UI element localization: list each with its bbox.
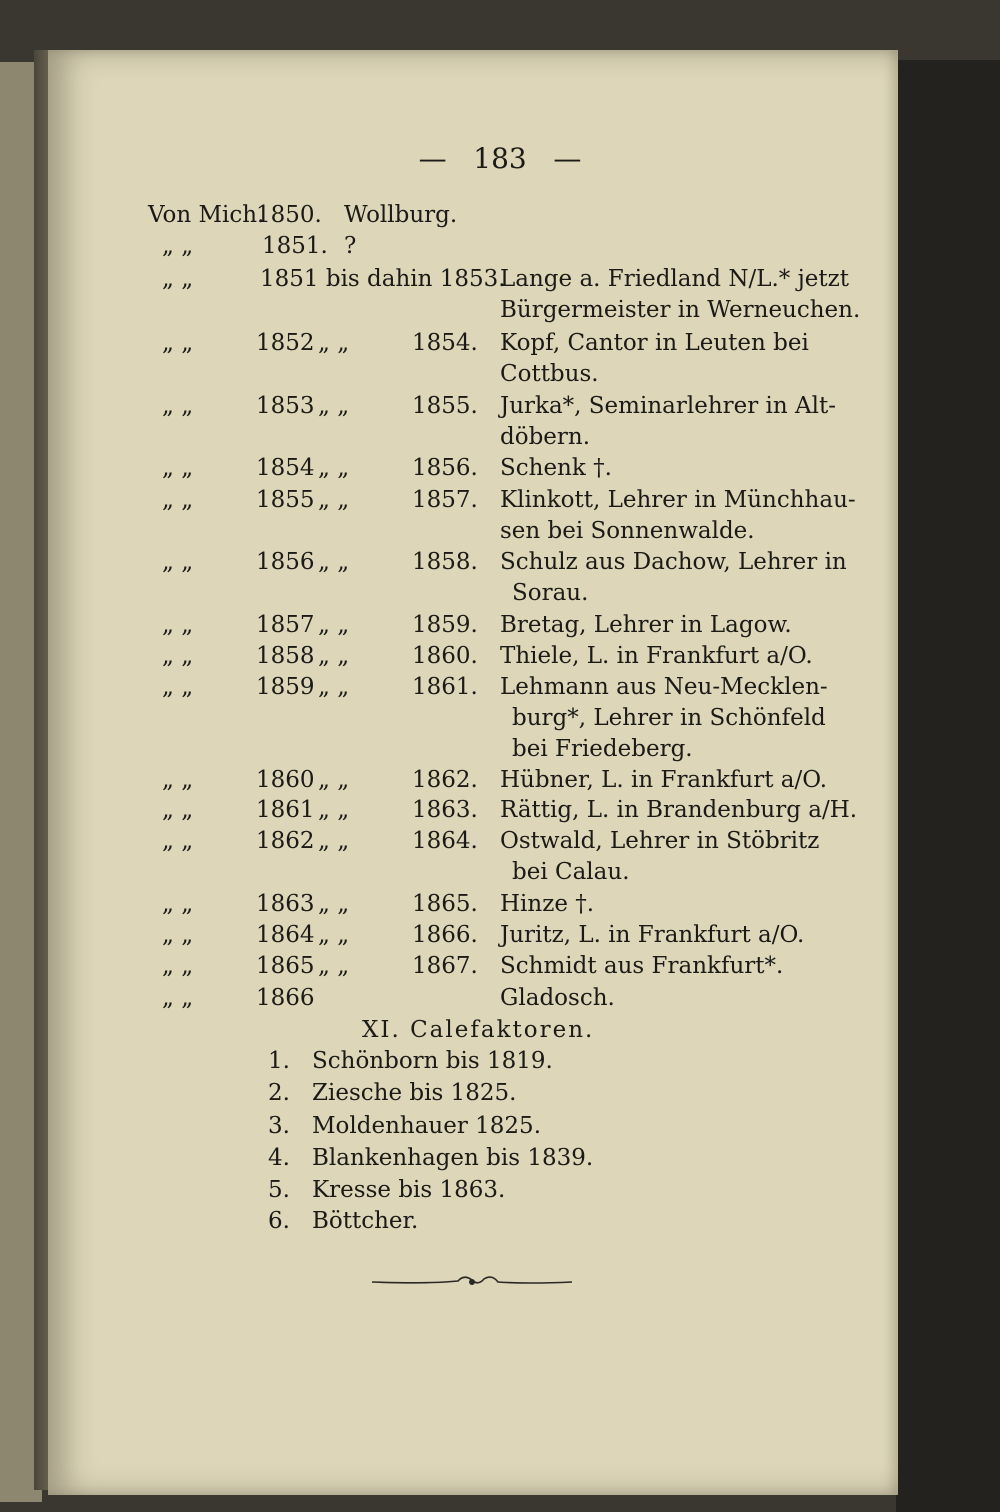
entry-year-from: 1860 <box>256 767 315 793</box>
entry-row-continuation <box>0 297 1000 327</box>
entry-row-continuation <box>0 736 1000 766</box>
entry-year-to: 1862. <box>412 767 478 793</box>
entry-row <box>0 797 1000 827</box>
dash-left: — <box>418 142 447 175</box>
entry-row <box>0 266 1000 296</box>
entry-ditto: „ „ <box>162 549 194 575</box>
list-number: 2. <box>268 1080 290 1106</box>
entry-year-from: 1856 <box>256 549 315 575</box>
entry-row <box>0 643 1000 673</box>
entry-year-to: 1859. <box>412 612 478 638</box>
entry-ditto-to: „ „ <box>318 549 350 575</box>
entry-ditto: „ „ <box>162 797 194 823</box>
entry-row-continuation <box>0 424 1000 454</box>
entry-row <box>0 922 1000 952</box>
entry-row <box>0 330 1000 360</box>
entry-year-to: 1863. <box>412 797 478 823</box>
entry-ditto: „ „ <box>162 233 194 259</box>
list-number: 1. <box>268 1048 290 1074</box>
entry-row <box>0 202 1000 232</box>
entry-row-continuation <box>0 705 1000 735</box>
entry-name: Klinkott, Lehrer in Münchhau- <box>500 487 856 513</box>
entry-ditto-to: „ „ <box>318 643 350 669</box>
entry-ditto-to: „ „ <box>318 455 350 481</box>
entry-ditto: „ „ <box>162 643 194 669</box>
entry-year-from: 1854 <box>256 455 315 481</box>
entry-name: Lange a. Friedland N/L.* jetzt <box>500 266 849 292</box>
list-item <box>268 1113 541 1139</box>
list-number: 3. <box>268 1113 290 1139</box>
list-text: Blankenhagen bis 1839. <box>312 1145 594 1171</box>
entry-year-to: 1864. <box>412 828 478 854</box>
entry-row <box>0 953 1000 983</box>
entry-year-from: 1864 <box>256 922 315 948</box>
section-title: XI. Calefaktoren. <box>362 1017 595 1043</box>
entry-row-continuation <box>0 580 1000 610</box>
entry-year-from: 1862 <box>256 828 315 854</box>
entry-ditto-to: „ „ <box>318 674 350 700</box>
entry-ditto: „ „ <box>162 455 194 481</box>
entry-name: Hübner, L. in Frankfurt a/O. <box>500 767 828 793</box>
entry-year-from: 1857 <box>256 612 315 638</box>
entry-name-continued: Sorau. <box>512 580 589 606</box>
entry-row <box>0 674 1000 704</box>
list-item <box>268 1048 553 1074</box>
entry-ditto: „ „ <box>162 767 194 793</box>
entry-ditto-to: „ „ <box>318 922 350 948</box>
entry-name: Juritz, L. in Frankfurt a/O. <box>500 922 805 948</box>
entry-ditto: „ „ <box>162 393 194 419</box>
entry-name-continued: Bürgermeister in Werneuchen. <box>500 297 861 323</box>
entry-name: Wollburg. <box>344 202 458 228</box>
list-number: 4. <box>268 1145 290 1171</box>
list-number: 5. <box>268 1177 290 1203</box>
entry-name: Jurka*, Seminarlehrer in Alt- <box>500 393 837 419</box>
entry-ditto: „ „ <box>162 487 194 513</box>
entry-row-continuation <box>0 361 1000 391</box>
list-number: 6. <box>268 1208 290 1234</box>
entry-row <box>0 487 1000 517</box>
page-number <box>0 142 1000 175</box>
page-number-value: 183 <box>473 142 527 175</box>
entry-ditto-to: „ „ <box>318 828 350 854</box>
entry-row <box>0 455 1000 485</box>
entry-ditto: „ „ <box>162 330 194 356</box>
list-text: Böttcher. <box>312 1208 419 1234</box>
entry-year-to: 1861. <box>412 674 478 700</box>
entry-year-to: 1866. <box>412 922 478 948</box>
list-item <box>268 1080 516 1106</box>
entry-name: Kopf, Cantor in Leuten bei <box>500 330 809 356</box>
entry-ditto: „ „ <box>162 891 194 917</box>
entry-year-from: 1865 <box>256 953 315 979</box>
entry-name: Schulz aus Dachow, Lehrer in <box>500 549 847 575</box>
entry-ditto: „ „ <box>162 674 194 700</box>
entry-ditto-to: „ „ <box>318 797 350 823</box>
entry-ditto: „ „ <box>162 985 194 1011</box>
entry-row <box>0 985 1000 1015</box>
entry-name-continued: burg*, Lehrer in Schönfeld <box>512 705 826 731</box>
list-item <box>268 1177 505 1203</box>
entry-ditto-to: „ „ <box>318 612 350 638</box>
entry-row <box>0 549 1000 579</box>
entry-year-to: 1865. <box>412 891 478 917</box>
entry-ditto-to: „ „ <box>318 891 350 917</box>
list-text: Kresse bis 1863. <box>312 1177 506 1203</box>
entry-name: ? <box>344 233 357 259</box>
entry-year-to: 1860. <box>412 643 478 669</box>
entry-name: Schmidt aus Frankfurt*. <box>500 953 784 979</box>
entry-name-continued: bei Calau. <box>512 859 630 885</box>
list-text: Ziesche bis 1825. <box>312 1080 517 1106</box>
entry-row-continuation <box>0 859 1000 889</box>
list-text: Moldenhauer 1825. <box>312 1113 542 1139</box>
list-text: Schönborn bis 1819. <box>312 1048 553 1074</box>
entry-row <box>0 233 1000 263</box>
entry-ditto: „ „ <box>162 266 194 292</box>
entry-ditto-to: „ „ <box>318 487 350 513</box>
entry-name: Ostwald, Lehrer in Stöbritz <box>500 828 820 854</box>
entry-ditto: „ „ <box>162 922 194 948</box>
entry-years: 1851 bis dahin 1853. <box>260 266 506 292</box>
entry-ditto: „ „ <box>162 828 194 854</box>
entry-name: Rättig, L. in Brandenburg a/H. <box>500 797 858 823</box>
entry-year-to: 1857. <box>412 487 478 513</box>
entry-name: Schenk †. <box>500 455 612 481</box>
entry-name-continued: sen bei Sonnenwalde. <box>500 518 755 544</box>
entry-name-continued: Cottbus. <box>500 361 599 387</box>
entry-year: 1850. <box>256 202 322 228</box>
entry-year: 1866 <box>256 985 315 1011</box>
entry-year-from: 1858 <box>256 643 315 669</box>
entry-year-to: 1855. <box>412 393 478 419</box>
entry-name: Hinze †. <box>500 891 595 917</box>
entry-name-continued: bei Friedeberg. <box>512 736 693 762</box>
entry-year-to: 1854. <box>412 330 478 356</box>
entry-name: Thiele, L. in Frankfurt a/O. <box>500 643 813 669</box>
entry-ditto-to: „ „ <box>318 767 350 793</box>
entry-row <box>0 891 1000 921</box>
entry-year-from: 1855 <box>256 487 315 513</box>
entry-row <box>0 828 1000 858</box>
entry-name: Gladosch. <box>500 985 615 1011</box>
entry-name: Lehmann aus Neu-Mecklen- <box>500 674 828 700</box>
ornament-divider <box>368 1270 576 1294</box>
entry-ditto-to: „ „ <box>318 330 350 356</box>
entry-ditto: „ „ <box>162 612 194 638</box>
list-item <box>268 1208 418 1234</box>
entry-name-continued: döbern. <box>500 424 591 450</box>
list-item <box>268 1145 593 1171</box>
entry-year-from: 1852 <box>256 330 315 356</box>
entry-ditto: „ „ <box>162 953 194 979</box>
entry-year-to: 1858. <box>412 549 478 575</box>
entry-year-from: 1853 <box>256 393 315 419</box>
entry-row-continuation <box>0 518 1000 548</box>
entry-year-from: 1861 <box>256 797 315 823</box>
entry-year-to: 1867. <box>412 953 478 979</box>
entry-year-from: 1863 <box>256 891 315 917</box>
dash-right: — <box>553 142 582 175</box>
entry-row <box>0 767 1000 797</box>
entry-year-from: 1859 <box>256 674 315 700</box>
entry-ditto-to: „ „ <box>318 393 350 419</box>
entry-name: Bretag, Lehrer in Lagow. <box>500 612 792 638</box>
entry-row <box>0 612 1000 642</box>
entry-year-to: 1856. <box>412 455 478 481</box>
entry-from: Von Mich. <box>148 202 265 228</box>
entry-ditto-to: „ „ <box>318 953 350 979</box>
entry-row <box>0 393 1000 423</box>
entry-year: 1851. <box>262 233 328 259</box>
